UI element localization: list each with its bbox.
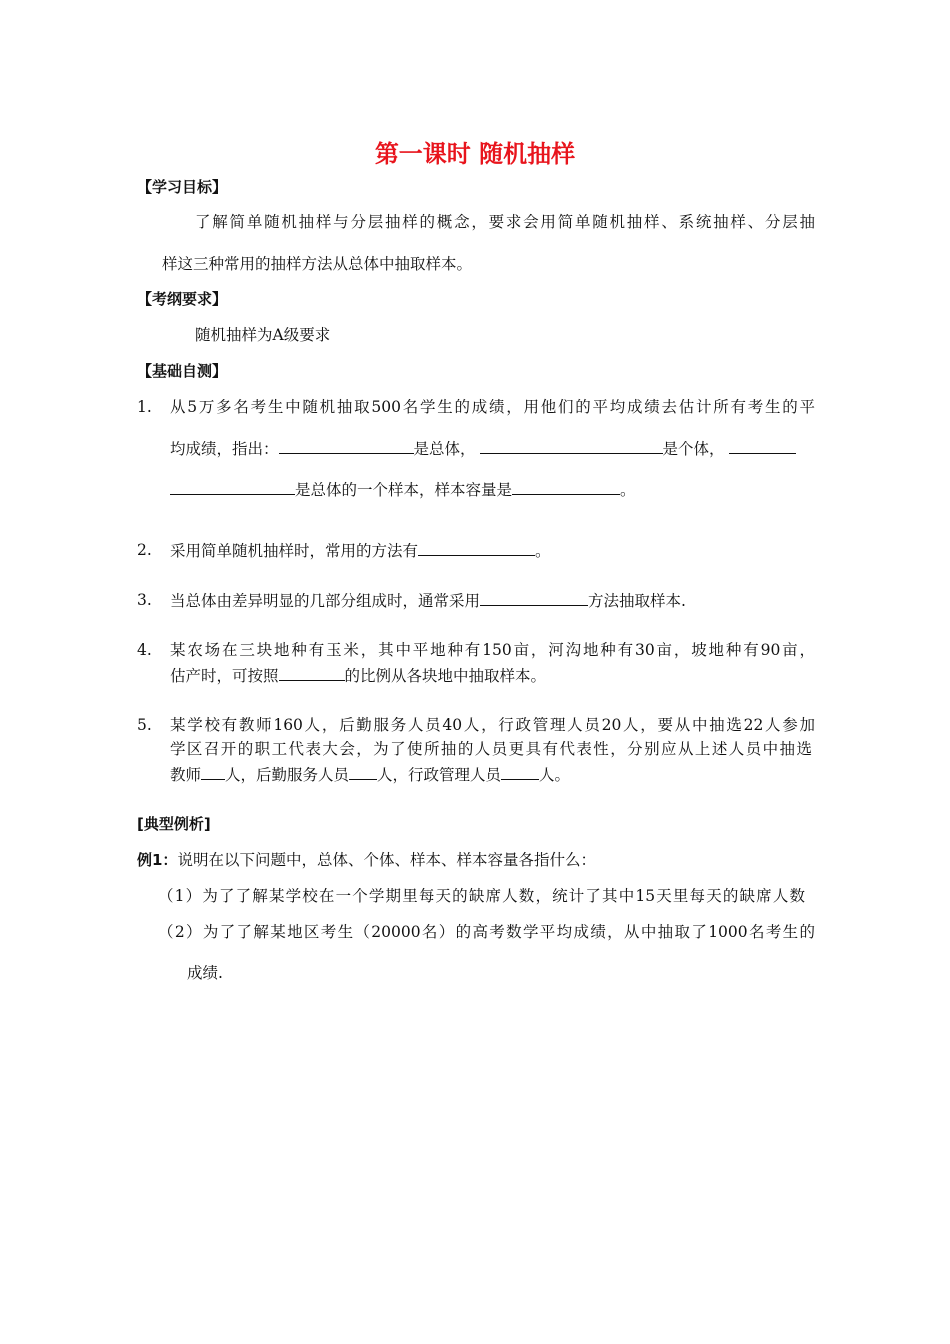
blank-population[interactable] (279, 438, 414, 454)
question-number: 1. (137, 398, 152, 416)
question-number: 3. (137, 591, 152, 609)
objectives-text-line: 样这三种常用的抽样方法从总体中抽取样本。 (162, 255, 473, 273)
question-3 (170, 590, 686, 611)
blank-admin-staff[interactable] (501, 764, 539, 780)
blank-method[interactable] (480, 590, 588, 606)
q5-text: 教师 (170, 766, 202, 784)
blank-ratio[interactable] (279, 665, 345, 681)
question-5-text: 学区召开的职工代表大会，为了使所抽的人员更具有代表性，分别应从上述人员中抽选 (170, 740, 812, 758)
example-part-2-cont: 成绩. (187, 964, 223, 982)
q5-text: 人，行政管理人员 (377, 766, 502, 784)
blank-method[interactable] (418, 540, 535, 556)
q4-text: 的比例从各块地中抽取样本。 (344, 667, 547, 685)
section-heading-examples: [典型例析] (137, 815, 211, 833)
example-part-2: （2）为了了解某地区考生（20000名）的高考数学平均成绩，从中抽取了1000名考生的 (158, 923, 815, 941)
page-title: 第一课时 随机抽样 (374, 140, 576, 168)
example-text: 说明在以下问题中，总体、个体、样本、样本容量各指什么： (177, 851, 596, 869)
q3-text: 当总体由差异明显的几部分组成时，通常采用 (170, 592, 481, 610)
section-heading-self-test: 【基础自测】 (137, 362, 228, 380)
blank-sample-size[interactable] (512, 479, 620, 495)
q1-text: 均成绩，指出： (170, 440, 279, 458)
example-part-1: （1）为了了解某学校在一个学期里每天的缺席人数，统计了其中15天里每天的缺席人数 (158, 887, 805, 905)
q4-text: 估产时，可按照 (170, 667, 279, 685)
q1-text: 是个体， (662, 440, 725, 458)
blank-service-staff[interactable] (349, 764, 377, 780)
q5-text: 人。 (539, 766, 571, 784)
q3-text: 方法抽取样本. (588, 592, 686, 610)
blank-teachers[interactable] (201, 764, 225, 780)
question-4-text: 某农场在三块地种有玉米，其中平地种有150亩，河沟地种有30亩，坡地种有90亩， (170, 641, 815, 659)
example-1 (137, 850, 596, 870)
q2-text: 。 (535, 542, 551, 560)
q1-text: 是总体的一个样本，样本容量是 (295, 481, 513, 499)
question-1-line3 (170, 479, 636, 500)
question-5-text: 某学校有教师160人，后勤服务人员40人，行政管理人员20人，要从中抽选22人参加 (170, 716, 815, 734)
objectives-text-line: 了解简单随机抽样与分层抽样的概念，要求会用简单随机抽样、系统抽样、分层抽 (195, 213, 815, 231)
q2-text: 采用简单随机抽样时，常用的方法有 (170, 542, 419, 560)
example-label: 例1： (137, 851, 178, 869)
question-4-line2 (170, 665, 546, 686)
blank-sample-cont[interactable] (170, 479, 295, 495)
question-number: 2. (137, 541, 152, 559)
question-1-line2 (170, 438, 796, 459)
question-5-line3 (170, 764, 570, 785)
question-number: 4. (137, 641, 152, 659)
section-heading-requirements: 【考纲要求】 (137, 290, 228, 308)
blank-individual[interactable] (480, 438, 663, 454)
blank-sample[interactable] (729, 438, 796, 454)
q1-text: 是总体， (413, 440, 476, 458)
q5-text: 人，后勤服务人员 (225, 766, 350, 784)
q1-text: 。 (620, 481, 636, 499)
question-number: 5. (137, 716, 152, 734)
section-heading-objectives: 【学习目标】 (137, 178, 228, 196)
question-2 (170, 540, 551, 561)
requirements-text: 随机抽样为A级要求 (195, 326, 331, 344)
question-1-text: 从5万多名考生中随机抽取500名学生的成绩，用他们的平均成绩去估计所有考生的平 (170, 398, 815, 416)
